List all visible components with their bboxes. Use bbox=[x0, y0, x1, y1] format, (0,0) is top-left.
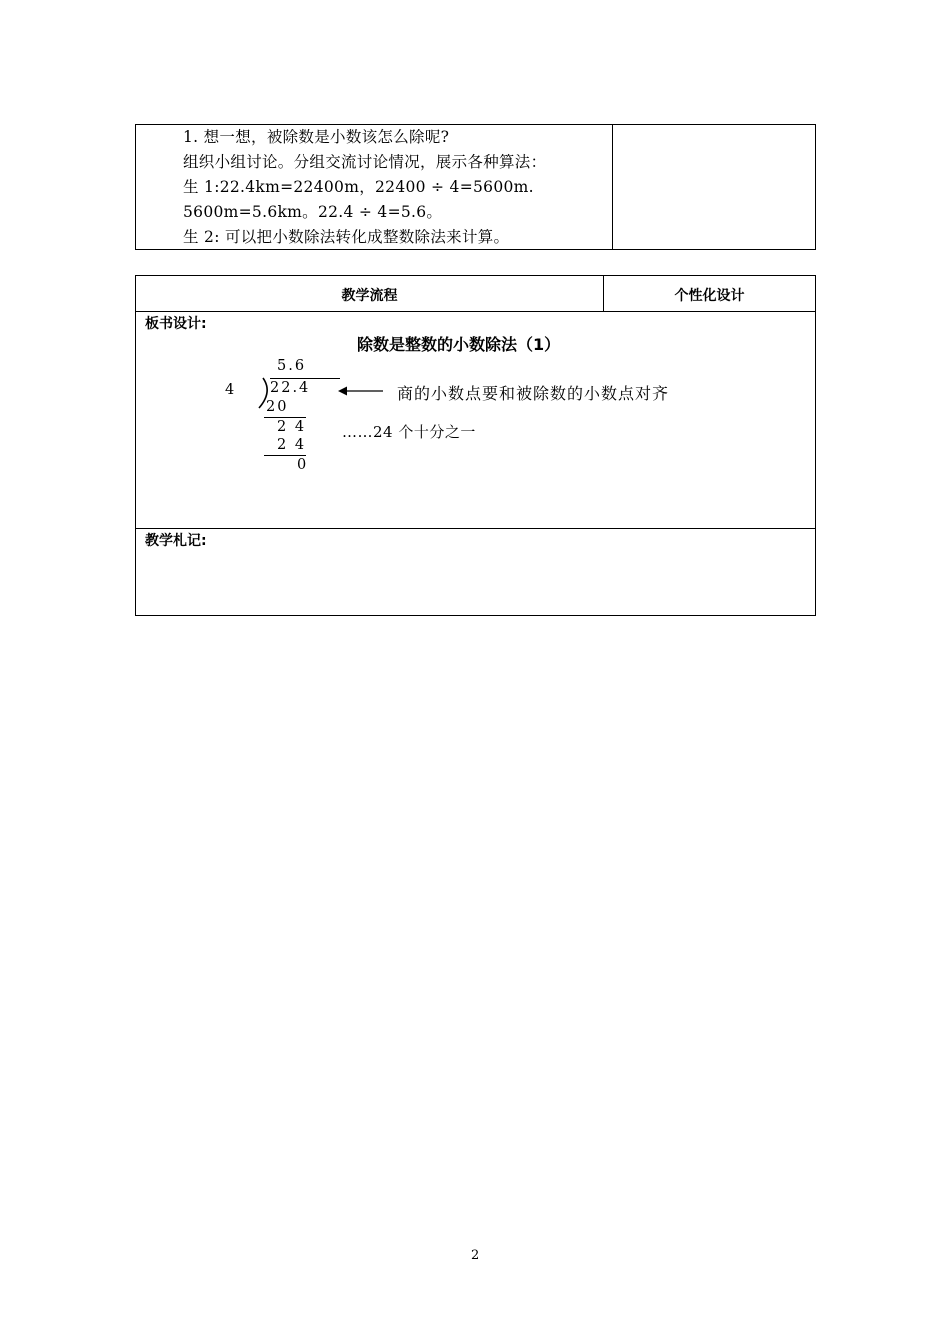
step-subtract-2: 2 4 bbox=[277, 437, 307, 453]
lesson-table bbox=[135, 275, 816, 616]
board-bottom-line bbox=[135, 528, 816, 529]
top-table-divider bbox=[612, 124, 613, 250]
dividend: 22.4 bbox=[270, 380, 311, 396]
final-remainder: 0 bbox=[297, 457, 309, 473]
step-subtract-1: 20 bbox=[266, 399, 289, 415]
step-line-1 bbox=[264, 417, 306, 418]
board-title: 除数是整数的小数除法（1） bbox=[357, 335, 561, 354]
text-line-5: 生 2: 可以把小数除法转化成整数除法来计算。 bbox=[183, 228, 510, 246]
text-line-3: 生 1:22.4km=22400m，22400 ÷ 4=5600m. bbox=[183, 178, 534, 196]
decimal-alignment-note: 商的小数点要和被除数的小数点对齐 bbox=[397, 384, 670, 403]
header-bottom-line bbox=[135, 311, 816, 312]
left-arrow-icon bbox=[337, 384, 385, 398]
page-number: 2 bbox=[471, 1248, 480, 1263]
header-personalized-design: 个性化设计 bbox=[674, 288, 745, 304]
quotient: 5.6 bbox=[277, 358, 307, 374]
divisor: 4 bbox=[225, 382, 237, 398]
text-line-2: 组织小组讨论。分组交流讨论情况，展示各种算法： bbox=[183, 153, 547, 171]
board-design-label: 板书设计: bbox=[145, 316, 207, 332]
text-line-4: 5600m=5.6km。22.4 ÷ 4=5.6。 bbox=[183, 203, 443, 221]
tenths-note: ……24 个十分之一 bbox=[342, 423, 476, 441]
header-teaching-process: 教学流程 bbox=[341, 288, 398, 304]
text-line-1: 1. 想一想，被除数是小数该怎么除呢? bbox=[183, 128, 450, 146]
teaching-notes-label: 教学札记: bbox=[145, 533, 207, 549]
division-bar bbox=[270, 378, 340, 379]
step-line-2 bbox=[264, 455, 306, 456]
step-remainder-1: 2 4 bbox=[277, 419, 307, 435]
